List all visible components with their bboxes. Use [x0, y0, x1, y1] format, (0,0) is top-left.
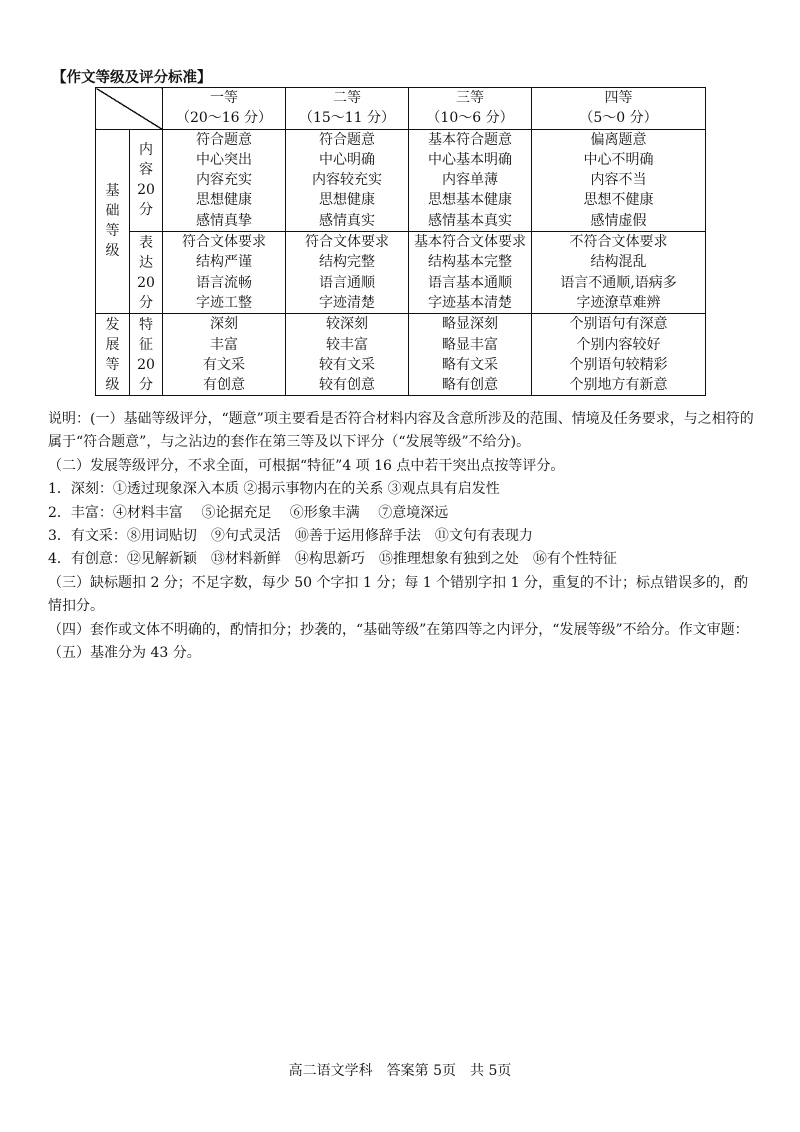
criteria-text: 内容充实: [196, 172, 252, 189]
criteria-label-char: 20: [137, 182, 155, 199]
criteria-text: 内容不当: [590, 172, 647, 189]
grade-header-3: [409, 88, 532, 130]
criteria-text: 个别内容较好: [576, 336, 661, 353]
note-paragraph: 1．深刻：①透过现象深入本质 ②揭示事物内在的关系 ③观点具有启发性: [48, 481, 500, 498]
grade-range: （5～0 分）: [579, 110, 658, 127]
criteria-text: 符合文体要求: [305, 234, 389, 251]
criteria-row: [96, 129, 706, 231]
note-paragraph: （二）发展等级评分，不求全面，可根据“特征”4 项 16 点中若干突出点按等评分。: [48, 457, 565, 474]
grade-header-row: [96, 88, 706, 130]
criteria-text: 字迹潦草难辨: [576, 294, 661, 311]
page-title: 【作文等级及评分标准】: [52, 69, 212, 86]
criteria-label-char: 征: [139, 336, 153, 353]
scoring-notes: [48, 408, 760, 665]
criteria-text: 感情真实: [319, 212, 375, 229]
criteria-text: 丰富: [210, 336, 238, 353]
criteria-text: 基本符合题意: [428, 131, 512, 148]
criteria-cell-grade-3: [409, 314, 532, 396]
section-label: [96, 129, 130, 314]
criteria-text: 不符合文体要求: [569, 234, 668, 251]
note-paragraph: （四）套作或文体不明确的，酌情扣分；抄袭的，“基础等级”在第四等之内评分，“发展等级”不给分。作文审题：: [48, 621, 749, 638]
section-label-char: 础: [105, 203, 120, 220]
criteria-text: 字迹基本清楚: [428, 294, 512, 311]
criteria-cell-grade-2: [286, 314, 409, 396]
criteria-cell-grade-4: [532, 314, 706, 396]
criteria-text: 个别地方有新意: [569, 377, 668, 394]
page-footer: 高二语文学科 答案第 5页 共 5页: [288, 1063, 512, 1079]
criteria-row: [96, 314, 706, 396]
criteria-text: 略有文采: [442, 356, 498, 373]
criteria-text: 思想健康: [196, 192, 252, 209]
criteria-text: 中心不明确: [583, 151, 654, 168]
criteria-text: 较丰富: [326, 336, 368, 353]
grade-header-2: [286, 88, 409, 130]
diagonal-corner-cell: [96, 88, 163, 130]
criteria-text: 语言不通顺,语病多: [560, 274, 677, 291]
section-label-char: 等: [105, 356, 120, 373]
grade-header-4: [532, 88, 706, 130]
criteria-text: 语言流畅: [196, 274, 252, 291]
criteria-label-char: 达: [139, 254, 153, 271]
criteria-cell-grade-1: [163, 129, 286, 231]
criteria-cell-grade-3: [409, 129, 532, 231]
criteria-label-char: 内: [139, 142, 153, 159]
criteria-text: 略显深刻: [442, 316, 498, 333]
section-label: [96, 314, 130, 396]
note-paragraph: （三）缺标题扣 2 分；不足字数，每少 50 个字扣 1 分；每 1 个错别字扣 1 分，重复的不计；标点错误多的，酌情扣分。: [48, 574, 748, 615]
criteria-label-char: 容: [139, 162, 153, 179]
criteria-row: [96, 232, 706, 314]
criteria-label-char: 分: [139, 376, 153, 393]
grade-header-1: [163, 88, 286, 130]
criteria-cell-grade-1: [163, 232, 286, 314]
criteria-text: 感情虚假: [590, 212, 647, 229]
section-label-char: 基: [105, 183, 120, 200]
criteria-text: 思想健康: [319, 192, 375, 209]
grading-table: [95, 87, 706, 396]
criteria-text: 结构完整: [319, 254, 375, 271]
criteria-text: 较有创意: [319, 377, 375, 394]
criteria-text: 基本符合文体要求: [414, 234, 526, 251]
criteria-text: 语言基本通顺: [428, 274, 512, 291]
criteria-label-char: 分: [139, 202, 153, 219]
grade-name: 四等: [604, 90, 633, 106]
criteria-text: 字迹工整: [196, 294, 252, 311]
criteria-text: 内容单薄: [442, 172, 498, 189]
criteria-cell-grade-4: [532, 232, 706, 314]
criteria-text: 个别语句有深意: [569, 316, 668, 333]
criteria-cell-grade-2: [286, 129, 409, 231]
section-label-char: 级: [105, 243, 120, 260]
note-paragraph: 说明：(一）基础等级评分，“题意”项主要看是否符合材料内容及含意所涉及的范围、情境及任务要求，与之相符的属于“符合题意”，与之沾边的套作在第三等及以下评分（“发展等级”不给分)。: [48, 411, 754, 451]
grade-range: （10～6 分）: [426, 110, 514, 127]
criteria-cell-grade-1: [163, 314, 286, 396]
criteria-text: 内容较充实: [312, 172, 382, 189]
criteria-label-char: 20: [137, 274, 155, 291]
criteria-text: 符合题意: [196, 131, 252, 148]
criteria-text: 感情基本真实: [428, 212, 512, 229]
criteria-cell-grade-4: [532, 129, 706, 231]
criteria-text: 中心明确: [319, 151, 375, 168]
grade-name: 一等: [210, 90, 238, 106]
criteria-text: 符合文体要求: [182, 234, 266, 251]
criteria-label: [130, 314, 163, 396]
grade-range: （20～16 分）: [175, 110, 273, 127]
criteria-text: 中心基本明确: [428, 151, 512, 168]
criteria-label-char: 20: [137, 356, 155, 373]
criteria-text: 感情真挚: [196, 212, 252, 229]
section-label-char: 等: [105, 223, 120, 240]
criteria-text: 有文采: [203, 356, 245, 373]
criteria-text: 符合题意: [319, 131, 375, 148]
criteria-text: 个别语句较精彩: [569, 356, 668, 373]
criteria-text: 结构混乱: [590, 254, 647, 271]
criteria-text: 深刻: [210, 316, 238, 333]
criteria-text: 有创意: [203, 377, 245, 394]
criteria-text: 思想基本健康: [428, 192, 512, 209]
criteria-text: 结构基本完整: [428, 254, 512, 271]
criteria-text: 偏离题意: [590, 131, 647, 148]
criteria-text: 略有创意: [442, 377, 498, 394]
section-label-char: 级: [105, 376, 120, 393]
note-paragraph: 3．有文采：⑧用词贴切 ⑨句式灵活 ⑩善于运用修辞手法 ⑪文句有表现力: [48, 528, 533, 545]
criteria-text: 字迹清楚: [319, 294, 375, 311]
section-label-char: 展: [105, 336, 120, 353]
grade-range: （15～11 分）: [298, 110, 396, 127]
criteria-text: 略显丰富: [442, 336, 498, 353]
criteria-label-char: 特: [139, 316, 153, 333]
note-paragraph: （五）基准分为 43 分。: [48, 645, 201, 662]
criteria-text: 较深刻: [326, 316, 368, 333]
criteria-text: 中心突出: [196, 151, 252, 168]
section-label-char: 发: [105, 316, 120, 333]
criteria-label-char: 表: [139, 234, 153, 251]
grade-name: 二等: [333, 90, 361, 106]
criteria-label: [130, 232, 163, 314]
note-paragraph: 2．丰富：④材料丰富 ⑤论据充足 ⑥形象丰满 ⑦意境深远: [48, 504, 449, 521]
note-paragraph: 4．有创意：⑫见解新颖 ⑬材料新鲜 ⑭构思新巧 ⑮推理想象有独到之处 ⑯有个性特征: [48, 551, 617, 568]
criteria-text: 结构严谨: [196, 254, 252, 271]
grade-name: 三等: [456, 90, 484, 106]
criteria-text: 较有文采: [319, 356, 375, 373]
criteria-text: 思想不健康: [583, 192, 654, 209]
criteria-text: 语言通顺: [319, 274, 375, 291]
criteria-label-char: 分: [139, 294, 153, 311]
criteria-cell-grade-2: [286, 232, 409, 314]
criteria-label: [130, 129, 163, 231]
criteria-cell-grade-3: [409, 232, 532, 314]
